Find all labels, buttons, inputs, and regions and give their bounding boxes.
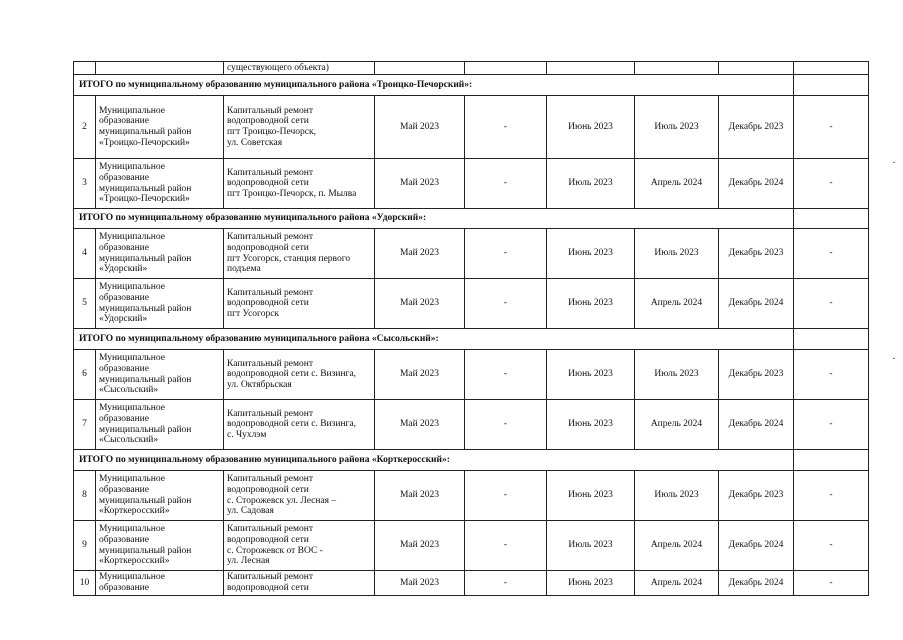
date-cell: - xyxy=(465,521,547,571)
date-cell: Июнь 2023 xyxy=(547,400,635,450)
date-cell: - xyxy=(794,521,869,571)
scan-mark xyxy=(893,358,895,359)
date-cell: - xyxy=(465,400,547,450)
work-cell: Капитальный ремонт водопроводной сети с. Визинга, с. Чухлэм xyxy=(224,400,375,450)
row-number: 8 xyxy=(74,471,96,521)
table-row xyxy=(74,521,869,571)
row-number: 10 xyxy=(74,571,96,596)
date-cell: - xyxy=(794,350,869,400)
work-cell: Капитальный ремонт водопроводной сети с. Визинга, ул. Октябрьская xyxy=(224,350,375,400)
work-cell: существующего объекта) xyxy=(224,62,375,75)
date-cell: Май 2023 xyxy=(375,279,465,329)
section-header-row xyxy=(74,450,869,471)
section-header-row xyxy=(74,209,869,229)
date-cell: - xyxy=(794,279,869,329)
table-row xyxy=(74,229,869,279)
date-cell: - xyxy=(465,571,547,596)
table-row xyxy=(74,471,869,521)
date-cell: - xyxy=(465,279,547,329)
work-cell: Капитальный ремонт водопроводной сети с. Сторожевск ул. Лесная – ул. Садовая xyxy=(224,471,375,521)
work-cell: Капитальный ремонт водопроводной сети xyxy=(224,571,375,596)
row-number: 9 xyxy=(74,521,96,571)
date-cell: Декабрь 2024 xyxy=(719,159,794,209)
date-cell: Май 2023 xyxy=(375,571,465,596)
date-cell: - xyxy=(794,159,869,209)
organization-cell: Муниципальное образование муниципальный район «Удорский» xyxy=(96,279,224,329)
section-title: ИТОГО по муниципальному образованию муниципального района «Удорский»: xyxy=(74,209,794,229)
date-cell: Май 2023 xyxy=(375,229,465,279)
date-cell: - xyxy=(794,96,869,159)
table-row xyxy=(74,96,869,159)
work-cell: Капитальный ремонт водопроводной сети пгт Усогорск, станция первого подъема xyxy=(224,229,375,279)
date-cell: Июль 2023 xyxy=(635,96,719,159)
table-row xyxy=(74,400,869,450)
date-cell: - xyxy=(794,471,869,521)
date-cell: Июнь 2023 xyxy=(547,350,635,400)
organization-cell: Муниципальное образование муниципальный район «Корткеросский» xyxy=(96,521,224,571)
organization-cell: Муниципальное образование муниципальный район «Троицко-Печорский» xyxy=(96,96,224,159)
date-cell: - xyxy=(465,159,547,209)
table-row xyxy=(74,350,869,400)
date-cell: Апрель 2024 xyxy=(635,400,719,450)
table-row xyxy=(74,159,869,209)
row-number: 5 xyxy=(74,279,96,329)
work-cell: Капитальный ремонт водопроводной сети пгт Усогорск xyxy=(224,279,375,329)
date-cell: Апрель 2024 xyxy=(635,571,719,596)
scan-mark xyxy=(893,162,895,163)
date-cell: Июнь 2023 xyxy=(547,279,635,329)
row-number: 2 xyxy=(74,96,96,159)
date-cell: - xyxy=(465,96,547,159)
organization-cell: Муниципальное образование муниципальный район «Сысольский» xyxy=(96,400,224,450)
date-cell: Апрель 2024 xyxy=(635,279,719,329)
date-cell: Июль 2023 xyxy=(635,229,719,279)
work-cell: Капитальный ремонт водопроводной сети пгт Троицко-Печорск, п. Мылва xyxy=(224,159,375,209)
section-header-row xyxy=(74,75,869,96)
date-cell: Июль 2023 xyxy=(635,350,719,400)
section-title: ИТОГО по муниципальному образованию муниципального района «Сысольский»: xyxy=(74,329,794,350)
date-cell: Июнь 2023 xyxy=(547,229,635,279)
date-cell: Июнь 2023 xyxy=(547,96,635,159)
date-cell: Декабрь 2023 xyxy=(719,471,794,521)
section-title: ИТОГО по муниципальному образованию муниципального района «Корткеросский»: xyxy=(74,450,794,471)
date-cell: Июнь 2023 xyxy=(547,571,635,596)
date-cell: Июль 2023 xyxy=(635,471,719,521)
date-cell: Май 2023 xyxy=(375,521,465,571)
organization-cell: Муниципальное образование муниципальный район «Корткеросский» xyxy=(96,471,224,521)
date-cell: - xyxy=(794,229,869,279)
date-cell: Май 2023 xyxy=(375,400,465,450)
organization-cell: Муниципальное образование муниципальный район «Удорский» xyxy=(96,229,224,279)
work-cell: Капитальный ремонт водопроводной сети пгт Троицко-Печорск, ул. Советская xyxy=(224,96,375,159)
table-row xyxy=(74,571,869,596)
date-cell: Май 2023 xyxy=(375,350,465,400)
section-title: ИТОГО по муниципальному образованию муниципального района «Троицко-Печорский»: xyxy=(74,75,794,96)
date-cell: - xyxy=(465,350,547,400)
date-cell: Июнь 2023 xyxy=(547,471,635,521)
organization-cell: Муниципальное образование муниципальный район «Троицко-Печорский» xyxy=(96,159,224,209)
date-cell: - xyxy=(465,471,547,521)
date-cell: Май 2023 xyxy=(375,96,465,159)
row-number: 7 xyxy=(74,400,96,450)
row-number: 6 xyxy=(74,350,96,400)
date-cell: - xyxy=(465,229,547,279)
row-number: 4 xyxy=(74,229,96,279)
work-cell: Капитальный ремонт водопроводной сети с. Сторожевск от ВОС - ул. Лесная xyxy=(224,521,375,571)
date-cell: Декабрь 2024 xyxy=(719,571,794,596)
organization-cell: Муниципальное образование муниципальный район «Сысольский» xyxy=(96,350,224,400)
schedule-table xyxy=(73,61,869,596)
date-cell: Май 2023 xyxy=(375,159,465,209)
date-cell: Декабрь 2024 xyxy=(719,400,794,450)
organization-cell: Муниципальное образование xyxy=(96,571,224,596)
date-cell: - xyxy=(794,571,869,596)
date-cell: Июль 2023 xyxy=(547,159,635,209)
date-cell: - xyxy=(794,400,869,450)
date-cell: Декабрь 2024 xyxy=(719,279,794,329)
date-cell: Декабрь 2023 xyxy=(719,350,794,400)
date-cell: Декабрь 2023 xyxy=(719,229,794,279)
date-cell: Апрель 2024 xyxy=(635,159,719,209)
date-cell: Декабрь 2024 xyxy=(719,521,794,571)
date-cell: Апрель 2024 xyxy=(635,521,719,571)
table-row xyxy=(74,279,869,329)
date-cell: Июль 2023 xyxy=(547,521,635,571)
section-header-row xyxy=(74,329,869,350)
table-row-continuation xyxy=(74,62,869,75)
date-cell: Май 2023 xyxy=(375,471,465,521)
row-number: 3 xyxy=(74,159,96,209)
date-cell: Декабрь 2023 xyxy=(719,96,794,159)
